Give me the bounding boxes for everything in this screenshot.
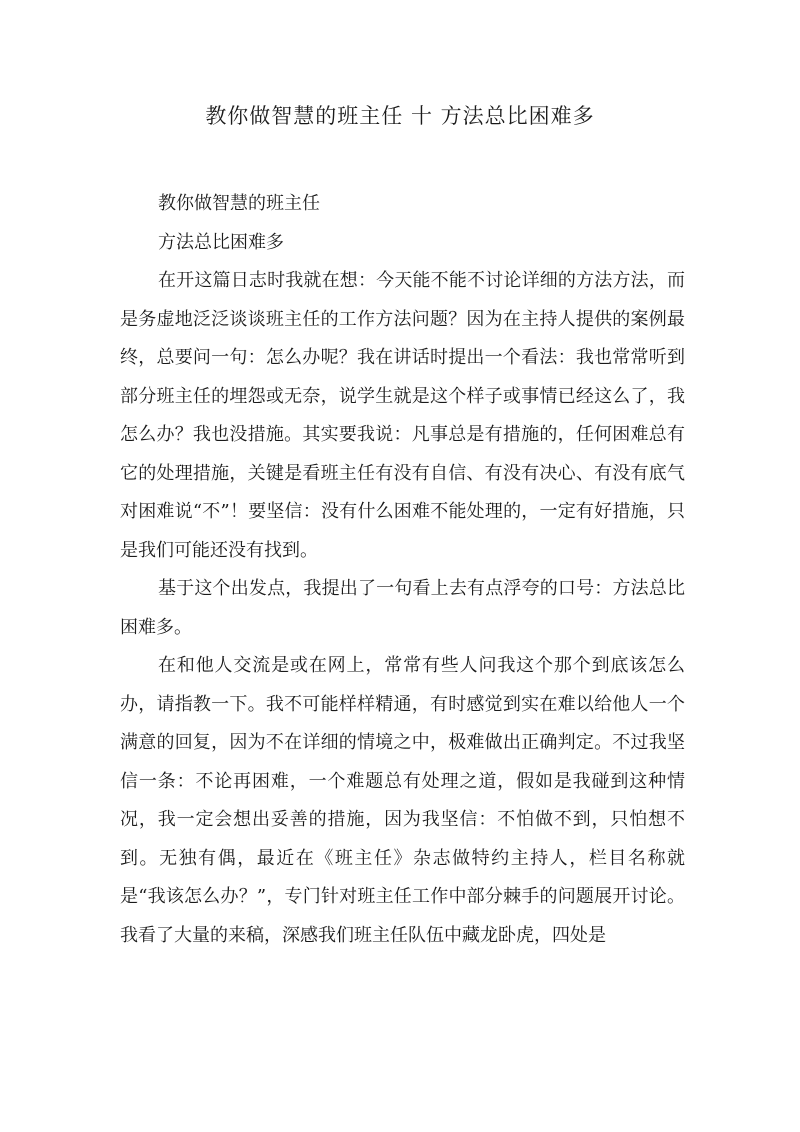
paragraph: 方法总比困难多 [158,231,284,253]
paragraph: 在开这篇日志时我就在想：今天能不能不讨论详细的方法方法，而是务虚地泛泛谈谈班主任的工作方法问题？因为在主持人提供的案例最终，总要问一句：怎么办呢？我在讲话时提出一个看法：我也常常听到部分班主任的埋怨或无奈，说学生就是这个样子或事情已经这么了，我怎么办？我也没措施。其实要我说：凡事总是有措施的，任何困难总有它的处理措施，关键是看班主任有没有自信、有没有决心、有没有底气对困难说“不”！要坚信：没有什么困难不能处理的，一定有好措施，只是我们可能还没有找到。 [120,270,685,561]
paragraph: 基于这个出发点，我提出了一句看上去有点浮夸的口号：方法总比困难多。 [120,578,685,638]
document-title: 教你做智慧的班主任 十 方法总比困难多 [205,104,595,128]
document-body [120,185,685,955]
paragraph: 在和他人交流是或在网上，常常有些人问我这个那个到底该怎么办，请指教一下。我不可能样样精通，有时感觉到实在难以给他人一个满意的回复，因为不在详细的情境之中，极难做出正确判定。不过我坚信一条：不论再困难，一个难题总有处理之道，假如是我碰到这种情况，我一定会想出妥善的措施，因为我坚信：不怕做不到，只怕想不到。无独有偶，最近在《班主任》杂志做特约主持人，栏目名称就是“我该怎么办？”，专门针对班主任工作中部分棘手的问题展开讨论。我看了大量的来稿，深感我们班主任队伍中藏龙卧虎，四处是 [120,655,685,946]
paragraph: 教你做智慧的班主任 [158,193,320,214]
